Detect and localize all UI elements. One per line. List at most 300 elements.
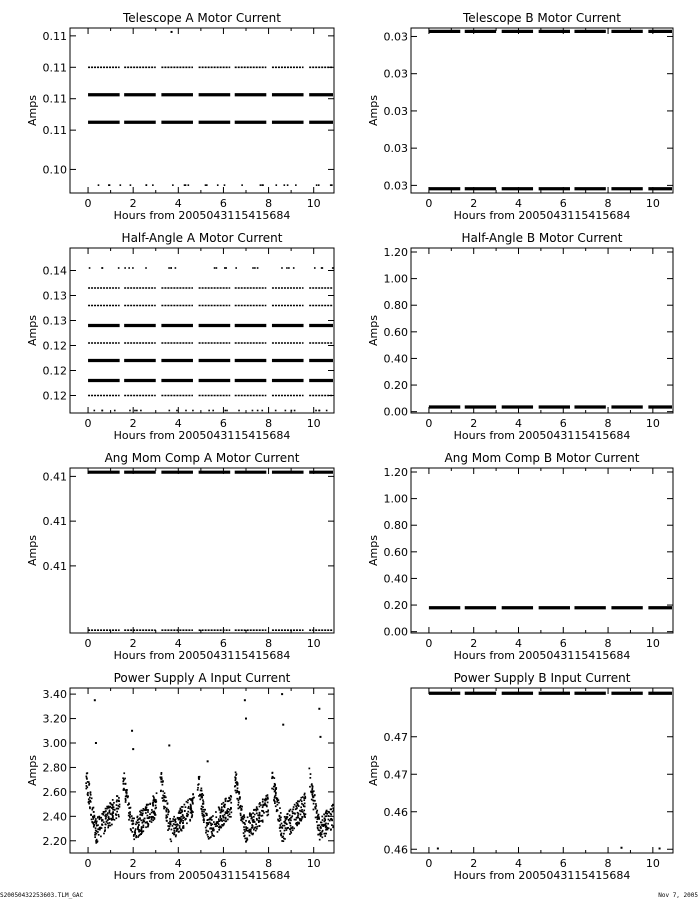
- data-point: [304, 803, 306, 805]
- data-point: [145, 184, 147, 186]
- data-point: [123, 779, 125, 781]
- data-point: [295, 805, 297, 807]
- data-point: [256, 826, 258, 828]
- x-axis-label: Hours from 2005043115415684: [113, 649, 291, 662]
- data-point: [147, 823, 149, 825]
- data-point: [113, 806, 115, 808]
- data-point: [221, 820, 223, 822]
- data-point: [191, 816, 193, 818]
- data-point: [315, 805, 317, 807]
- data-point: [104, 827, 106, 829]
- data-point: [93, 818, 95, 820]
- outlier-point: [282, 724, 284, 726]
- data-point: [281, 826, 283, 828]
- chart-title: Power Supply B Input Current: [453, 671, 631, 685]
- y-tick-label: 0.12: [42, 389, 67, 403]
- data-point: [274, 801, 276, 803]
- y-tick-label: 0.40: [383, 572, 408, 586]
- data-point: [184, 810, 186, 812]
- data-point: [103, 833, 105, 835]
- data-point: [115, 817, 117, 819]
- data-point: [287, 813, 289, 815]
- data-point: [236, 798, 238, 800]
- data-point: [147, 817, 149, 819]
- data-point: [279, 830, 281, 832]
- data-point: [92, 807, 94, 809]
- data-point: [145, 812, 147, 814]
- data-point: [300, 820, 302, 822]
- data-point: [258, 817, 260, 819]
- data-point: [284, 184, 286, 186]
- data-point: [203, 811, 205, 813]
- data-point: [286, 818, 288, 820]
- data-point: [153, 811, 155, 813]
- data-point: [259, 825, 261, 827]
- data-point: [264, 804, 266, 806]
- data-point: [223, 824, 225, 826]
- data-point: [185, 806, 187, 808]
- data-point: [330, 808, 332, 810]
- data-point: [181, 809, 183, 811]
- data-point: [124, 267, 126, 269]
- data-point: [331, 819, 333, 821]
- y-tick-label: 0.03: [383, 142, 408, 156]
- data-point: [170, 838, 172, 840]
- data-point: [123, 772, 125, 774]
- data-point: [118, 267, 120, 269]
- data-point: [235, 779, 237, 781]
- data-point: [172, 832, 174, 834]
- data-point: [318, 824, 320, 826]
- data-point: [260, 804, 262, 806]
- y-tick-label: 2.20: [42, 834, 67, 848]
- data-point: [229, 800, 231, 802]
- outlier-point: [95, 742, 97, 744]
- data-point: [249, 812, 251, 814]
- data-point: [290, 819, 292, 821]
- data-point: [257, 267, 259, 269]
- x-tick-label: 4: [174, 417, 182, 430]
- data-point: [261, 815, 263, 817]
- data-point: [227, 808, 229, 810]
- data-point: [118, 800, 120, 802]
- data-point: [185, 818, 187, 820]
- data-point: [129, 817, 131, 819]
- data-point: [319, 839, 321, 841]
- data-point: [149, 816, 151, 818]
- data-point: [230, 802, 232, 804]
- data-point: [257, 814, 259, 816]
- data-point: [149, 803, 151, 805]
- data-point: [280, 812, 282, 814]
- data-point: [316, 810, 318, 812]
- data-point: [111, 807, 113, 809]
- y-tick-label: 0.03: [383, 67, 408, 81]
- data-series: [429, 693, 672, 849]
- data-point: [129, 815, 131, 817]
- data-point: [110, 818, 112, 820]
- data-point: [274, 797, 276, 799]
- data-point: [181, 812, 183, 814]
- data-point: [104, 811, 106, 813]
- data-point: [224, 814, 226, 816]
- data-point: [178, 812, 180, 814]
- data-point: [160, 781, 162, 783]
- data-point: [206, 184, 208, 186]
- data-point: [250, 828, 252, 830]
- data-point: [218, 823, 220, 825]
- data-point: [262, 806, 264, 808]
- data-point: [225, 812, 227, 814]
- data-point: [275, 788, 277, 790]
- y-tick-label: 0.60: [383, 325, 408, 339]
- data-point: [123, 783, 125, 785]
- data-point: [203, 821, 205, 823]
- data-point: [131, 831, 133, 833]
- data-point: [126, 789, 128, 791]
- data-point: [128, 802, 130, 804]
- data-point: [108, 818, 110, 820]
- data-point: [211, 835, 213, 837]
- x-axis-label: Hours from 2005043115415684: [453, 429, 631, 442]
- chart-title: Power Supply A Input Current: [113, 671, 291, 685]
- footer-date-label: Nov 7, 2005: [658, 892, 698, 899]
- data-point: [166, 815, 168, 817]
- data-point: [281, 833, 283, 835]
- data-point: [330, 184, 332, 186]
- data-point: [214, 267, 216, 269]
- data-point: [296, 802, 298, 804]
- data-point: [167, 829, 169, 831]
- data-point: [294, 813, 296, 815]
- data-point: [91, 819, 93, 821]
- data-point: [172, 820, 174, 822]
- data-point: [301, 809, 303, 811]
- x-axis-label: Hours from 2005043115415684: [113, 209, 291, 222]
- data-point: [98, 828, 100, 830]
- data-point: [223, 819, 225, 821]
- data-point: [180, 816, 182, 818]
- y-axis-label: Amps: [367, 535, 380, 566]
- data-point: [272, 777, 274, 779]
- data-point: [184, 804, 186, 806]
- data-point: [239, 798, 241, 800]
- data-point: [176, 826, 178, 828]
- data-point: [191, 801, 193, 803]
- data-point: [209, 828, 211, 830]
- x-tick-label: 8: [265, 857, 273, 870]
- data-point: [95, 818, 97, 820]
- data-point: [98, 834, 100, 836]
- data-point: [207, 836, 209, 838]
- data-point: [235, 790, 237, 792]
- data-point: [174, 832, 176, 834]
- data-point: [140, 810, 142, 812]
- data-point: [229, 809, 231, 811]
- data-point: [176, 830, 178, 832]
- y-tick-label: 3.20: [42, 712, 67, 726]
- data-point: [323, 813, 325, 815]
- data-point: [123, 789, 125, 791]
- data-point: [149, 820, 151, 822]
- data-point: [247, 816, 249, 818]
- data-point: [242, 818, 244, 820]
- data-point: [251, 827, 253, 829]
- data-point: [106, 808, 108, 810]
- data-point: [326, 410, 328, 412]
- data-point: [202, 806, 204, 808]
- data-point: [247, 830, 249, 832]
- x-tick-label: 6: [219, 857, 227, 870]
- data-point: [213, 830, 215, 832]
- data-point: [164, 800, 166, 802]
- data-point: [161, 772, 163, 774]
- data-point: [274, 796, 276, 798]
- data-point: [167, 814, 169, 816]
- chart-panel: [26, 231, 334, 442]
- data-point: [91, 821, 93, 823]
- data-point: [117, 808, 119, 810]
- data-point: [303, 810, 305, 812]
- data-point: [146, 804, 148, 806]
- data-point: [171, 829, 173, 831]
- data-point: [282, 825, 284, 827]
- data-point: [102, 267, 104, 269]
- data-point: [202, 814, 204, 816]
- data-point: [90, 814, 92, 816]
- data-point: [142, 819, 144, 821]
- data-point: [94, 410, 96, 412]
- data-point: [189, 798, 191, 800]
- data-point: [185, 410, 187, 412]
- data-point: [311, 783, 313, 785]
- data-point: [255, 809, 257, 811]
- data-point: [319, 833, 321, 835]
- data-point: [277, 799, 279, 801]
- data-point: [215, 823, 217, 825]
- data-point: [136, 410, 138, 412]
- data-point: [207, 823, 209, 825]
- data-point: [322, 819, 324, 821]
- data-point: [309, 786, 311, 788]
- x-tick-label: 10: [645, 637, 660, 650]
- data-point: [286, 267, 288, 269]
- data-point: [135, 837, 137, 839]
- data-point: [325, 815, 327, 817]
- data-point: [236, 790, 238, 792]
- data-point: [325, 833, 327, 835]
- chart-panel: [367, 671, 673, 882]
- data-point: [226, 812, 228, 814]
- chart-title: Telescope A Motor Current: [123, 11, 281, 25]
- data-point: [274, 802, 276, 804]
- data-point: [153, 797, 155, 799]
- data-point: [92, 816, 94, 818]
- x-tick-label: 0: [425, 637, 433, 650]
- data-point: [283, 821, 285, 823]
- data-point: [116, 795, 118, 797]
- data-point: [132, 820, 134, 822]
- data-point: [192, 410, 194, 412]
- data-point: [249, 815, 251, 817]
- data-point: [94, 836, 96, 838]
- data-point: [227, 819, 229, 821]
- data-point: [277, 798, 279, 800]
- data-point: [244, 831, 246, 833]
- data-point: [295, 808, 297, 810]
- data-point: [112, 799, 114, 801]
- data-point: [316, 812, 318, 814]
- data-point: [201, 808, 203, 810]
- data-point: [118, 797, 120, 799]
- data-point: [252, 812, 254, 814]
- data-point: [304, 814, 306, 816]
- data-point: [87, 792, 89, 794]
- data-point: [300, 806, 302, 808]
- x-tick-label: 10: [645, 197, 660, 210]
- data-point: [283, 833, 285, 835]
- data-point: [266, 806, 268, 808]
- data-point: [187, 811, 189, 813]
- data-point: [161, 797, 163, 799]
- data-point: [300, 797, 302, 799]
- data-point: [122, 780, 124, 782]
- plot-frame: [411, 688, 673, 853]
- data-point: [261, 410, 263, 412]
- data-point: [220, 812, 222, 814]
- data-point: [116, 804, 118, 806]
- x-tick-label: 2: [129, 857, 137, 870]
- data-point: [142, 830, 144, 832]
- data-point: [85, 776, 87, 778]
- data-point: [153, 812, 155, 814]
- data-point: [87, 794, 89, 796]
- data-point: [134, 410, 136, 412]
- data-point: [90, 792, 92, 794]
- data-point: [290, 825, 292, 827]
- data-point: [322, 824, 324, 826]
- data-point: [226, 410, 228, 412]
- data-point: [169, 410, 171, 412]
- data-point: [216, 267, 218, 269]
- data-point: [134, 831, 136, 833]
- x-tick-label: 0: [425, 197, 433, 210]
- data-point: [151, 819, 153, 821]
- data-point: [85, 788, 87, 790]
- data-point: [162, 784, 164, 786]
- data-point: [151, 816, 153, 818]
- data-point: [188, 184, 190, 186]
- data-point: [167, 803, 169, 805]
- data-point: [321, 816, 323, 818]
- data-point: [154, 799, 156, 801]
- data-point: [202, 794, 204, 796]
- data-point: [205, 827, 207, 829]
- data-point: [197, 784, 199, 786]
- data-point: [140, 833, 142, 835]
- data-point: [143, 826, 145, 828]
- data-point: [215, 816, 217, 818]
- y-axis-label: Amps: [26, 755, 39, 786]
- data-point: [135, 835, 137, 837]
- data-point: [168, 826, 170, 828]
- data-point: [86, 785, 88, 787]
- x-tick-label: 0: [84, 637, 92, 650]
- data-point: [131, 815, 133, 817]
- data-point: [162, 800, 164, 802]
- data-point: [143, 808, 145, 810]
- data-point: [85, 782, 87, 784]
- data-point: [256, 819, 258, 821]
- y-tick-label: 1.20: [383, 245, 408, 259]
- data-point: [240, 813, 242, 815]
- data-point: [162, 780, 164, 782]
- data-point: [197, 787, 199, 789]
- data-point: [328, 815, 330, 817]
- data-point: [95, 830, 97, 832]
- data-point: [226, 810, 228, 812]
- data-point: [330, 814, 332, 816]
- data-point: [147, 811, 149, 813]
- data-point: [238, 802, 240, 804]
- x-tick-label: 8: [604, 197, 612, 210]
- data-point: [225, 817, 227, 819]
- data-point: [168, 822, 170, 824]
- data-point: [311, 794, 313, 796]
- data-point: [249, 835, 251, 837]
- data-point: [134, 833, 136, 835]
- data-point: [105, 816, 107, 818]
- y-tick-label: 2.40: [42, 810, 67, 824]
- data-point: [314, 267, 316, 269]
- data-point: [201, 790, 203, 792]
- data-point: [93, 826, 95, 828]
- y-tick-label: 0.03: [383, 179, 408, 193]
- data-point: [245, 820, 247, 822]
- data-point: [222, 816, 224, 818]
- data-point: [101, 813, 103, 815]
- data-point: [114, 410, 116, 412]
- data-point: [162, 795, 164, 797]
- data-point: [265, 795, 267, 797]
- data-point: [284, 825, 286, 827]
- data-point: [274, 791, 276, 793]
- data-point: [318, 814, 320, 816]
- data-point: [313, 803, 315, 805]
- data-point: [279, 824, 281, 826]
- data-point: [90, 794, 92, 796]
- data-point: [145, 267, 147, 269]
- data-point: [173, 823, 175, 825]
- data-point: [137, 819, 139, 821]
- data-point: [140, 830, 142, 832]
- x-tick-label: 10: [645, 857, 660, 870]
- data-point: [183, 825, 185, 827]
- data-point: [273, 788, 275, 790]
- data-point: [284, 838, 286, 840]
- data-point: [291, 410, 293, 412]
- data-point: [96, 821, 98, 823]
- data-point: [104, 829, 106, 831]
- data-point: [142, 812, 144, 814]
- data-point: [297, 812, 299, 814]
- data-point: [164, 795, 166, 797]
- data-point: [243, 826, 245, 828]
- data-point: [274, 786, 276, 788]
- data-point: [254, 814, 256, 816]
- data-point: [141, 814, 143, 816]
- data-point: [89, 267, 91, 269]
